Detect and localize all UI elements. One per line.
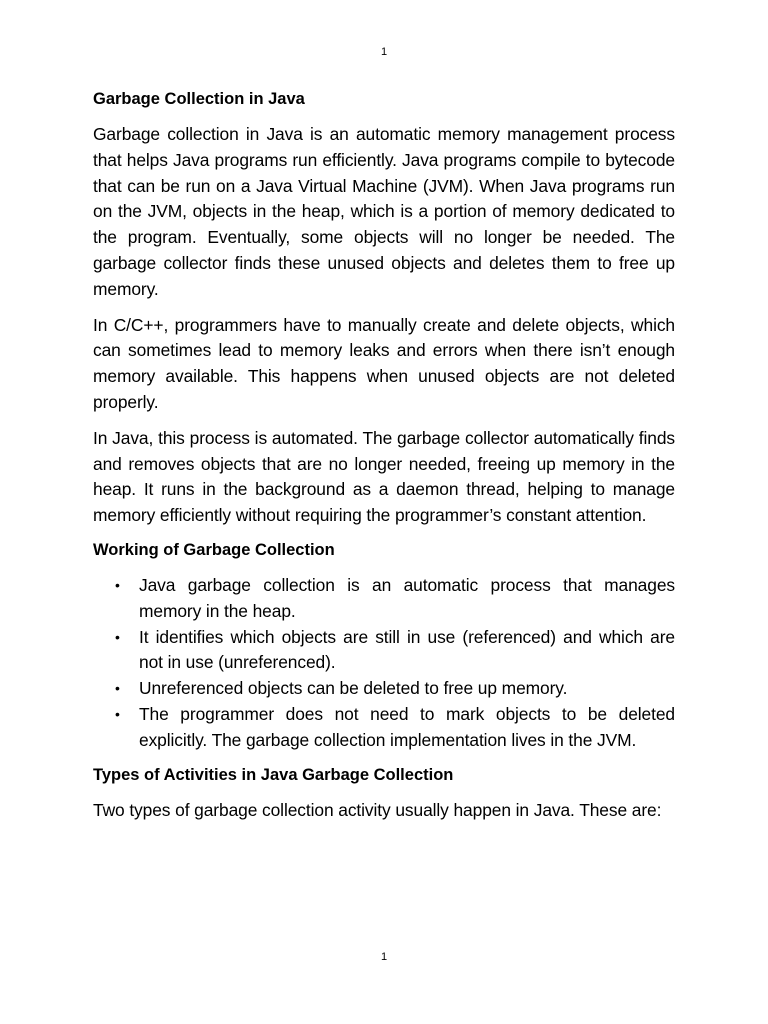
list-item-text: Unreferenced objects can be deleted to free up memory.	[139, 678, 568, 699]
list-item	[93, 625, 675, 677]
page-number-top: 1	[380, 46, 388, 58]
section-heading-working: Working of Garbage Collection	[93, 540, 335, 559]
paragraph-c-cpp: In C/C++, programmers have to manually create and delete objects, which can sometimes lead to memory leaks and errors when there isn’t enough memory available. This happens when unused objects are not deleted properly.	[93, 314, 675, 412]
section-heading-garbage-collection: Garbage Collection in Java	[93, 90, 305, 108]
list-item	[93, 676, 675, 702]
list-item-text: Java garbage collection is an automatic process that manages memory in the heap.	[139, 574, 675, 621]
section-heading-types: Types of Activities in Java Garbage Collection	[93, 765, 454, 784]
list-item-text: It identifies which objects are still in use (referenced) and which are not in use (unreferenced).	[139, 626, 675, 673]
document-body	[93, 88, 675, 833]
bullet-icon: •	[115, 680, 120, 697]
paragraph-java-automated: In Java, this process is automated. The garbage collector automatically finds and removes objects that are no longer needed, freeing up memory in the heap. It runs in the background as a daemon thread, helping to manage memory efficiently without requiring the programmer’s constant attention.	[93, 427, 675, 526]
paragraph-types: Two types of garbage collection activity usually happen in Java. These are:	[93, 799, 662, 820]
list-item	[93, 573, 675, 625]
list-item	[93, 702, 675, 754]
page-number-bottom: 1	[380, 951, 388, 963]
bullet-list-working	[93, 573, 675, 754]
bullet-icon: •	[115, 576, 120, 593]
bullet-icon: •	[115, 628, 120, 645]
bullet-icon: •	[115, 705, 120, 722]
list-item-text: The programmer does not need to mark objects to be deleted explicitly. The garbage collection implementation lives in the JVM.	[139, 703, 675, 750]
paragraph-intro: Garbage collection in Java is an automatic memory management process that helps Java programs run efficiently. Java programs compile to bytecode that can be run on a Java Virtual Machine (JVM). When Java programs run on the JVM, objects in the heap, which is a portion of memory dedicated to the program. Eventually, some objects will no longer be needed. The garbage collector finds these unused objects and deletes them to free up memory.	[93, 124, 675, 299]
